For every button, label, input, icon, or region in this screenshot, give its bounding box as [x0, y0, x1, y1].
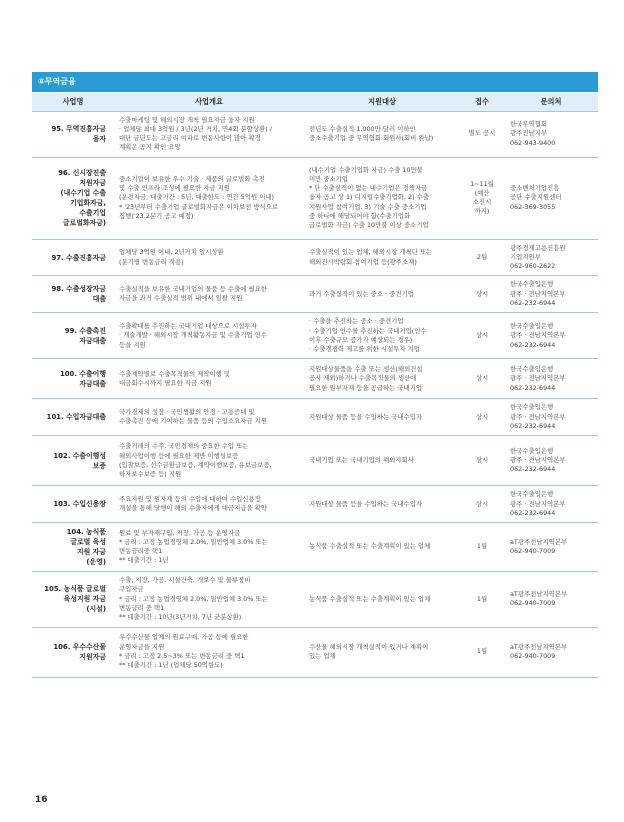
cell-target	[304, 313, 460, 359]
name-line: 육성지원 자금	[63, 595, 106, 604]
target-line: 이후 수출규모 증가가 예상되는 경우)	[309, 335, 413, 344]
cell-name	[32, 436, 114, 486]
cell-overview	[114, 276, 304, 313]
contact-line: 062-232-6944	[510, 340, 556, 349]
name-line: 100. 수출이행	[59, 369, 106, 378]
section-title: ⑧무역금융	[38, 77, 76, 86]
period-line: 상시	[475, 331, 489, 340]
overview-line: 수출계약별로 수출목적물의 제작이행 및	[119, 369, 231, 378]
header-period: 접수	[460, 93, 504, 111]
contact-line: 한국수출입은행	[510, 321, 554, 330]
overview-line: 수출마케팅 및 해외시장 개척 필요자금 융자 지원	[119, 115, 255, 124]
contact-line: aT광주전남지역본부	[510, 590, 568, 599]
cell-period	[460, 627, 504, 677]
name-line: 97. 수출진흥자금	[51, 253, 106, 262]
table-row	[32, 486, 598, 523]
target-line: 있는 업체	[309, 652, 336, 661]
overview-line: 업체당 3억원 이내, 2년거치 일시상환	[119, 248, 224, 257]
period-line: 상시	[475, 374, 489, 383]
cell-target	[304, 111, 460, 157]
cell-target	[304, 523, 460, 572]
period-line: 까지)	[474, 207, 490, 216]
contact-line: 062-940-7009	[510, 599, 556, 608]
trade-finance-table	[32, 93, 598, 678]
target-line: 공사 제외)하거나 수출목적물의 생산에	[309, 374, 417, 383]
contact-line: 한국수출입은행	[510, 280, 554, 289]
overview-line: 변동금리 중 택1	[119, 603, 165, 612]
cell-period	[460, 239, 504, 276]
cell-name	[32, 313, 114, 359]
name-line: 대출	[92, 295, 106, 304]
name-line: 101. 수입자금대출	[46, 413, 106, 422]
table-row	[32, 313, 598, 359]
target-line: 중소수출기업 중 무역협회 회원사(회비 완납)	[309, 134, 434, 143]
name-line: 지원자금	[79, 653, 106, 662]
overview-line: · 업체당 최대 3억원 / 3년(2년 거치, 연4회 분할상환) /	[119, 124, 272, 133]
contact-line: 광주 · 전남지역본부	[510, 374, 566, 383]
overview-line: 운영자금을 지원	[119, 642, 165, 651]
cell-name	[32, 111, 114, 157]
overview-line: * 금리 : 고정 농업경영체 2.0%, 일반업체 3.0% 또는	[119, 537, 268, 546]
overview-line: 수출, 저장, 가공, 시설건축, 개보수 및 물류장비	[119, 576, 251, 585]
contact-line: 한국수출입은행	[510, 446, 554, 455]
target-line: (내수기업 수출기업화 자금) 수출 10만불	[309, 165, 423, 174]
table-row	[32, 399, 598, 436]
cell-name	[32, 399, 114, 436]
cell-name	[32, 276, 114, 313]
contact-line: 한국수출입은행	[510, 365, 554, 374]
contact-line: 062-232-6944	[510, 465, 556, 474]
cell-period	[460, 111, 504, 157]
overview-line: (분기별 변동금리 적용)	[119, 257, 184, 266]
overview-line: 자금을 과거 수출실적 범위 내에서 일괄 지원	[119, 294, 243, 303]
overview-line: (입찰보증, 선수금환급보증, 계약이행보증, 유보금보증,	[119, 460, 272, 469]
target-line: 지원사업 참여기업, 3) 기술 수출 중소기업	[309, 202, 427, 211]
period-line: 1월	[476, 647, 488, 656]
target-line: 전년도 수출실적 1,000만 달러 이하인	[309, 124, 416, 133]
cell-overview	[114, 157, 304, 239]
cell-period	[460, 157, 504, 239]
cell-target	[304, 399, 460, 436]
cell-target	[304, 436, 460, 486]
cell-overview	[114, 627, 304, 677]
overview-line: 원료 및 부자재구입, 저장, 가공 등 운영자금	[119, 528, 241, 537]
target-line: 융자 공고 상 1) 디지털수출기업화, 2) 수출	[309, 193, 429, 202]
contact-line: 한국수출입은행	[510, 403, 554, 412]
contact-line: 062-369-3055	[510, 202, 556, 211]
cell-target	[304, 276, 460, 313]
cell-contact	[504, 436, 598, 486]
target-line: 미만 중소기업	[309, 174, 349, 183]
target-line: 지원대상 물품 등을 수입하는 국내수입자	[309, 412, 423, 421]
cell-target	[304, 239, 460, 276]
table-header-row	[32, 93, 598, 111]
cell-overview	[114, 572, 304, 627]
cell-contact	[504, 523, 598, 572]
target-line: 농식품 수출실적 또는 수출계획이 있는 업체	[309, 542, 431, 551]
target-line: · 수출기업 인수를 추진하는 국내기업(인수	[309, 326, 427, 335]
overview-line: * 금리 : 고정 2.5~3% 또는 변동금리 중 택1	[119, 652, 245, 661]
name-line: 103. 수입신용장	[53, 500, 106, 509]
cell-contact	[504, 359, 598, 399]
name-line: 105. 농식품 글로벌	[44, 585, 106, 594]
contact-line: 광주 · 전남지역본부	[510, 289, 566, 298]
cell-overview	[114, 111, 304, 157]
target-line: 수산물 해외시장 개척실적이 있거나 계획이	[309, 642, 429, 651]
name-line: 지원 자금	[76, 548, 106, 557]
name-line: 기업화자금,	[70, 199, 106, 208]
table-row	[32, 157, 598, 239]
table-row	[32, 627, 598, 677]
overview-line: 변동금리중 택1	[119, 547, 163, 556]
contact-line: 062-232-6944	[510, 299, 556, 308]
contact-line: 062-232-6944	[510, 383, 556, 392]
target-line: * 단 수출실적이 없는 내수기업은 정책자금	[309, 184, 428, 193]
cell-name	[32, 627, 114, 677]
table-row	[32, 572, 598, 627]
period-line: 1월	[476, 594, 488, 603]
cell-name	[32, 157, 114, 239]
name-line: 95. 무역진흥자금	[51, 125, 106, 134]
contact-line: 062-943-9400	[510, 138, 556, 147]
period-line: 상시	[475, 499, 489, 508]
cell-target	[304, 157, 460, 239]
cell-name	[32, 239, 114, 276]
overview-line: 중소기업이 보유한 우수 기술 · 제품의 글로벌화 촉진	[119, 174, 265, 183]
cell-period	[460, 436, 504, 486]
period-line: 별도 공시	[468, 129, 496, 138]
overview-line: 대단 금년도는 고금리 여파로 변동사항이 많아 확정	[119, 134, 261, 143]
header-name: 사업명	[32, 93, 114, 111]
contact-line: 광주경제고용진흥원	[510, 243, 566, 252]
cell-overview	[114, 523, 304, 572]
target-line: 과거 수출실적이 있는 중소 · 중견기업	[309, 289, 414, 298]
overview-line: 구입자금	[119, 585, 144, 594]
section-title-bar	[32, 72, 598, 92]
cell-target	[304, 359, 460, 399]
table-row	[32, 239, 598, 276]
period-line: 상시	[475, 456, 489, 465]
cell-contact	[504, 572, 598, 627]
target-line: 해외전시박람회 참여기업 등(광주소재)	[309, 257, 417, 266]
table-row	[32, 523, 598, 572]
overview-line: 수출확대를 추진하는 국내기업 대상으로 시설투자	[119, 321, 257, 330]
overview-line: (운전자금, 대출기간 : 5년, 대출한도 : 연간 5억원 이내)	[119, 193, 275, 202]
cell-contact	[504, 276, 598, 313]
cell-contact	[504, 313, 598, 359]
overview-line: 해외사업이행 등에 필요한 제반 이행성보증	[119, 451, 239, 460]
contact-line: aT광주전남지역본부	[510, 537, 568, 546]
name-line: 수출기업	[79, 209, 106, 218]
overview-line: 국가경제의 성장 · 국민생활의 안정 · 고용증대 및	[119, 408, 255, 417]
cell-contact	[504, 627, 598, 677]
overview-line: * '23년부터 수출기업 글로벌화자금은 이차보전 방식으로	[119, 202, 279, 211]
name-line: 지원자금	[79, 179, 106, 188]
overview-line: 집행('23.2분기 공고 예정)	[119, 212, 194, 221]
cell-target	[304, 486, 460, 523]
table-row	[32, 359, 598, 399]
overview-line: 및 수출 인프라 조성에 필요한 자금 지원	[119, 184, 230, 193]
target-line: 중 하나에 해당되어야 함(수출기업화	[309, 212, 411, 221]
table-body	[32, 111, 598, 677]
name-line: 융자	[92, 135, 106, 144]
period-line: 2월	[476, 252, 488, 261]
name-line: 106. 우수수산물	[53, 643, 106, 652]
name-line: 글로벌 육성	[70, 538, 106, 547]
overview-line: ** 대출기간 : 10년(3년거치, 7년 균분상환)	[119, 613, 242, 622]
contact-line: 광주 · 전남지역본부	[510, 499, 566, 508]
target-line: · 수출경쟁력 제고를 위한 시설투자 기업	[309, 345, 420, 354]
name-line: 자금대출	[79, 379, 106, 388]
cell-period	[460, 399, 504, 436]
name-line: 96. 신시장진출	[58, 169, 106, 178]
cell-contact	[504, 111, 598, 157]
cell-target	[304, 627, 460, 677]
name-line: (내수기업 수출	[60, 189, 106, 198]
overview-line: · 개술개발 · 해외시장 개척활동자금 및 수출기업 인수	[119, 331, 267, 340]
contact-line: 062-940-7009	[510, 652, 556, 661]
table-row	[32, 436, 598, 486]
period-line: 소진시	[472, 198, 492, 207]
cell-period	[460, 276, 504, 313]
overview-line: 수출실적을 보유한 국내기업의 물품 등 수출에 필요한	[119, 285, 268, 294]
target-line: 지원대상물품을 수출 또는 생산(해외건설	[309, 365, 423, 374]
cell-name	[32, 572, 114, 627]
contact-line: 중소벤처기업진흥	[510, 184, 560, 193]
contact-line: 공단 수출지원센터	[510, 193, 562, 202]
contact-line: 062-232-6944	[510, 508, 556, 517]
period-line: 상시	[475, 289, 489, 298]
cell-period	[460, 523, 504, 572]
name-line: 98. 수출성장자금	[51, 285, 106, 294]
name-line: 보증	[92, 461, 106, 470]
cell-target	[304, 572, 460, 627]
cell-overview	[114, 313, 304, 359]
overview-line: 등을 지원	[119, 340, 146, 349]
contact-line: 한국수출입은행	[510, 490, 554, 499]
period-line: 1~11월	[470, 179, 494, 188]
target-line: 필요한 원부자재 등을 공급하는 국내기업	[309, 383, 423, 392]
cell-name	[32, 523, 114, 572]
contact-line: 광주 · 전남지역본부	[510, 331, 566, 340]
cell-contact	[504, 486, 598, 523]
cell-contact	[504, 399, 598, 436]
name-line: (시설)	[86, 605, 106, 614]
cell-contact	[504, 239, 598, 276]
overview-line: 개설을 통해 당행이 해외 수출자에게 대금지급을 확약	[119, 504, 268, 513]
contact-line: 광주 · 전남지역본부	[510, 456, 566, 465]
target-line: 수출실적이 있는 업체, 해외시장 개척단 또는	[309, 248, 433, 257]
contact-line: aT광주전남지역본부	[510, 642, 568, 651]
table-row	[32, 111, 598, 157]
overview-line: 우수수산물 업체의 원료구매, 가공 등에 필요한	[119, 633, 249, 642]
cell-period	[460, 359, 504, 399]
cell-period	[460, 313, 504, 359]
name-line: 자금대출	[79, 336, 106, 345]
name-line: 99. 수출촉진	[64, 326, 106, 335]
table-row	[32, 276, 598, 313]
target-line: · 수출을 추진하는 중소 · 중견기업	[309, 317, 404, 326]
overview-line: 하자보수보증 등) 지원	[119, 470, 182, 479]
period-line: (예산	[474, 188, 490, 197]
contact-line: 광주 · 전남지역본부	[510, 412, 566, 421]
cell-name	[32, 486, 114, 523]
name-line: 글로벌화자금)	[62, 219, 106, 228]
cell-contact	[504, 157, 598, 239]
contact-line: 기업지원부	[510, 252, 541, 261]
period-line: 1월	[476, 542, 488, 551]
target-line: 국내기업 또는 국내기업의 해외자회사	[309, 456, 414, 465]
cell-overview	[114, 239, 304, 276]
header-target: 지원대상	[304, 93, 460, 111]
target-line: 글로벌화 자금) 수출 10만불 이상 중소기업	[309, 221, 429, 230]
overview-line: ** 대출기간 : 1년	[119, 556, 169, 565]
contact-line: 062-960-2622	[510, 262, 556, 271]
cell-overview	[114, 359, 304, 399]
overview-line: 수출거래의 수주, 국민경제의 중요한 수입 또는	[119, 442, 249, 451]
target-line: 지원대상 물품 등을 수입하는 국내수입자	[309, 499, 423, 508]
overview-line: 수출촉진 등에 기여하는 물품 등의 수입소요자금 지원	[119, 417, 268, 426]
cell-overview	[114, 436, 304, 486]
overview-line: 대금회수시까지 필요한 자금 지원	[119, 378, 212, 387]
overview-line: 주요자원 및 원자재 등의 수입에 대하여 수입신용장	[119, 494, 261, 503]
contact-line: 062-940-7009	[510, 547, 556, 556]
header-overview: 사업개요	[114, 93, 304, 111]
overview-line: ** 대출기간 : 1년 (업체당 50억한도)	[119, 661, 223, 670]
contact-line: 광주전남지부	[510, 129, 548, 138]
name-line: 104. 농식품	[66, 528, 106, 537]
name-line: (운영)	[86, 558, 106, 567]
contact-line: 한국무역협회	[510, 120, 548, 129]
name-line: 102. 수출이행성	[53, 451, 106, 460]
header-contact: 문의처	[504, 93, 598, 111]
cell-period	[460, 572, 504, 627]
period-line: 상시	[475, 412, 489, 421]
cell-name	[32, 359, 114, 399]
overview-line: 계획은 공지 확인 요망	[119, 143, 181, 152]
overview-line: * 금리 : 고정 농업경영체 2.0%, 일반업체 3.0% 또는	[119, 594, 268, 603]
contact-line: 062-232-6944	[510, 422, 556, 430]
page-number: 16	[35, 795, 48, 805]
target-line: 농식품 수출실적 또는 수출계획이 있는 업체	[309, 594, 431, 603]
cell-overview	[114, 486, 304, 523]
cell-overview	[114, 399, 304, 436]
cell-period	[460, 486, 504, 523]
